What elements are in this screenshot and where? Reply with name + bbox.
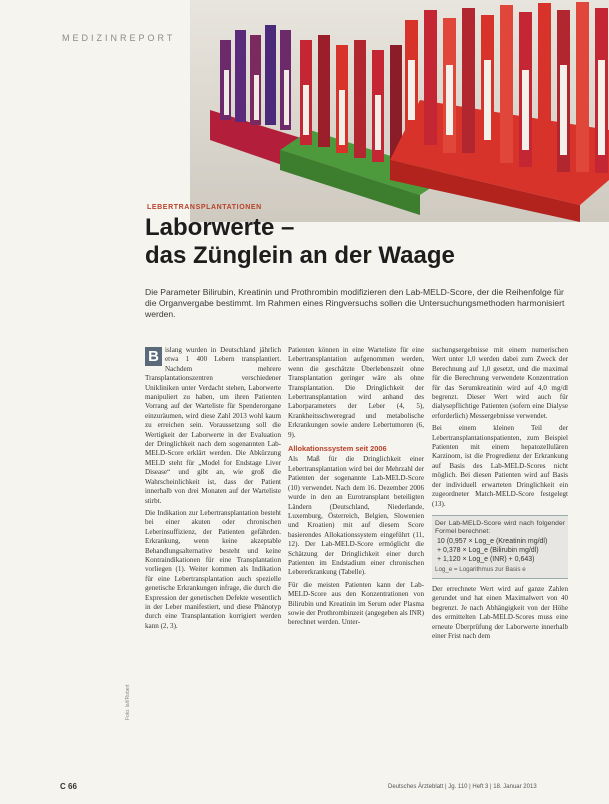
article-headline bbox=[145, 214, 565, 270]
section-subhead: Allokationssystem seit 2006 bbox=[288, 444, 387, 454]
paragraph: Als Maß für die Dringlichkeit einer Lebertransplantation wird bei der Mehrzahl der Patienten der sogenannte Lab-MELD-Score (10) verwendet. Nach dem 16. Dezember 2006 wurde in den an Eurotransplant beteiligten Ländern (Deutschland, Niederlande, Luxemburg, Österreich, Belgien, Slowenien und Kroatien) mit auf diesem Score basierendes Allokationssystem eingeführt (11, 12). Der Lab-MELD-Score ermöglicht die Schätzung der Dringlichkeit einer durch Patienten im Endstadium einer chronischen Lebererkrankung (Tabelle). bbox=[288, 455, 424, 577]
section-label: MEDIZINREPORT bbox=[62, 33, 176, 43]
headline-line-1: Laborwerte – bbox=[145, 214, 295, 241]
photo-credit: Foto: laif/Robert bbox=[125, 684, 131, 720]
meld-formula-box bbox=[432, 515, 568, 579]
article-kicker: LEBERTRANSPLANTATIONEN bbox=[147, 204, 262, 211]
journal-citation: Deutsches Ärzteblatt | Jg. 110 | Heft 3 | 18. Januar 2013 bbox=[388, 784, 537, 790]
article-lead: Die Parameter Bilirubin, Kreatinin und Prothrombin modifizieren den Lab-MELD-Score, der die Reihenfolge für die Organvergabe bestimmt. Im Rahmen eines Ringversuchs sollen die Untersuchungsmethoden harmonisiert werden. bbox=[145, 287, 565, 319]
text-column-1 bbox=[145, 346, 281, 754]
test-tube-rack-illustration bbox=[190, 0, 609, 222]
text-column-3 bbox=[432, 346, 568, 754]
formula-note: Log_e = Logarithmus zur Basis e bbox=[435, 565, 526, 573]
blood-sample-tubes-photo bbox=[190, 0, 609, 222]
paragraph: islang wurden in Deutschland jährlich etwa 1 400 Lebern transplantiert. Nachdem mehrere Transplantationszentren verschiedener Unikliniken unter Verdacht stehen, Laborwerte manipuliert zu haben, um ihren Patienten Vorrang auf der Warteliste für Spenderorgane einzuräumen, wird diese Zahl 2013 wohl kaum zu erreichen sein. Voraussetzung soll die Wertigkeit der Laborwerte in der Evaluation der Dringlichkeit nach dem sogenannten Lab-MELD-Score erklärt werden. Die Abkürzung MELD steht für „Model for Endstage Liver Disease“ und gibt an, wie groß die Wahrscheinlichkeit ist, dass der Patient innerhalb von drei Monaten auf der Warteliste stirbt. bbox=[145, 346, 281, 505]
headline-line-2: das Zünglein an der Waage bbox=[145, 242, 455, 269]
formula-line: + 1,120 × Log_e (INR) + 0,643) bbox=[437, 555, 535, 563]
formula-line: 10 (0,957 × Log_e (Kreatinin mg/dl) bbox=[437, 537, 548, 545]
purple-tubes bbox=[220, 25, 291, 130]
formula-line: + 0,378 × Log_e (Bilirubin mg/dl) bbox=[437, 546, 539, 554]
paragraph: Bei einem kleinen Teil der Lebertransplantationspatienten, zum Beispiel Patienten mit einem hepatozellulären Karzinom, ist die Progredienz der Erkrankung auf Basis des Lab-MELD-Scores nicht möglich. Bei diesen Patienten wird auf Basis der individuell erwarteten Dringlichkeit ein zugeordneter Match-MELD-Score festgelegt (13). bbox=[432, 424, 568, 508]
paragraph: suchungsergebnisse mit einem numerischen Wert unter 1,0 werden dabei zum Zweck der Berechnung auf 1,0 gesetzt, und die maximal für die Berechnung verwendete Konzentration für das Serumkreatinin wird auf 4,0 mg/dl begrenzt. Dieser Wert wird auch für dialysepflichtige Patienten (sofern eine Dialyse erforderlich) Messergebnisse verwendet. bbox=[432, 346, 568, 420]
paragraph: Die Indikation zur Lebertransplantation besteht bei einer akuten oder chronischen Leberinsuffizienz, der Patienten gefährden. Erkrankung, wenn keine akzeptable Behandlungsalternative besteht und keine Kontraindikationen für eine Transplantation vorliegen (1). Weiter kommen als Indikation für eine Lebertransplantation auch spezielle genetische Erkrankungen infrage, die durch die Expression der genetischen Defekte wesentlich in der Leber manifestiert, und diese Phänotyp durch eine Transplantation korrigiert werden kann (2, 3). bbox=[145, 508, 281, 630]
text-column-2 bbox=[288, 346, 424, 754]
paragraph: Patienten können in eine Warteliste für eine Lebertransplantation aufgenommen werden, wenn die geschätzte Überlebenszeit ohne Transplantation geringer wäre als ohne Transplantation. Die Dringlichkeit der Lebertransplantation wird anhand des Laborparameters der Leber (4, 5), Krankheitsschweregrad und metabolische Erkrankungen sowie andere Lebertumoren (6, 9). bbox=[288, 346, 424, 439]
paragraph: Für die meisten Patienten kann der Lab-MELD-Score aus den Konzentrationen von Bilirubin und Kreatinin im Serum oder Plasma sowie der Prothrombinzeit (angegeben als INR) berechnet werden. Unter- bbox=[288, 580, 424, 627]
dropcap: B bbox=[145, 347, 162, 366]
page-number: C 66 bbox=[60, 782, 77, 791]
paragraph: Der errechnete Wert wird auf ganze Zahlen gerundet und hat einen Maximalwert von 40 begrenzt. Je nach Abhängigkeit von der Höhe des ermittelten Lab-MELD-Scores muss eine erneute Überprüfung der Laborwerte innerhalb einer Frist nach dem bbox=[432, 584, 568, 640]
formula-heading: Der Lab-MELD-Score wird nach folgender Formel berechnet: bbox=[435, 519, 565, 536]
